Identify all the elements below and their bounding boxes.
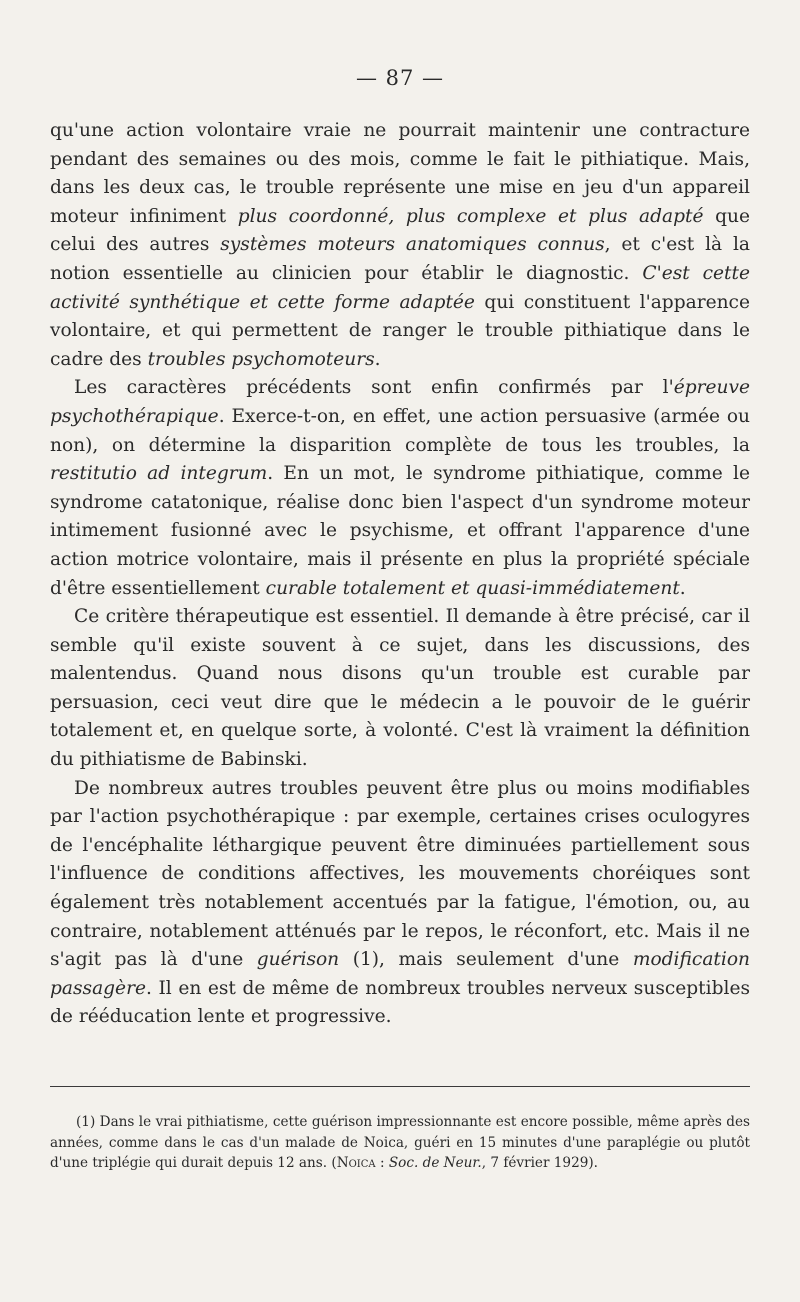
text-run: qu'une action volontaire vraie ne pourrait maintenir une contracture pendant des semaines ou des mois, comme le fait le pithiatique. Mais, dans les deux cas, le trouble représente une mise en jeu d'un appareil moteur infiniment xyxy=(50,120,750,227)
paragraph xyxy=(50,603,750,775)
page-number: — 87 — xyxy=(355,66,445,90)
text-run: que celui des autres xyxy=(50,205,750,256)
text-run: (1) Dans le vrai pithiatisme, cette guérison impressionnante est encore possible, même après des années, comme dans le cas d'un malade de Noica, guéri en 15 minutes d'une paraplégie ou plutôt d'une triplégie qui durait depuis 12 ans. ( xyxy=(50,1114,750,1171)
text-run: : xyxy=(375,1155,389,1171)
small-caps-text: Noica xyxy=(336,1155,376,1171)
text-run: . xyxy=(374,348,381,370)
text-run: , et c'est là la notion essentielle au clinicien pour établir le diagnostic. xyxy=(50,234,750,284)
text-run: , 7 février 1929). xyxy=(481,1155,599,1171)
text-run: Les caractères précédents sont enfin confirmés par l' xyxy=(74,377,674,399)
italic-text: C'est cette activité synthétique et cette forme adaptée xyxy=(50,262,750,313)
text-run: (1), mais seulement d'une xyxy=(339,949,633,971)
italic-text: troubles psychomoteurs xyxy=(147,348,375,370)
italic-text: guérison xyxy=(256,949,340,971)
text-run: . Exerce-t-on, en effet, une action persuasive (armée ou non), on détermine la disparition complète de tous les troubles, la xyxy=(50,405,750,456)
italic-text: épreuve psychothérapique xyxy=(50,377,750,427)
text-run: qui constituent l'apparence volontaire, et qui permettent de ranger le trouble pithiatique dans le cadre des xyxy=(50,291,750,370)
main-text xyxy=(50,117,750,1032)
paragraph xyxy=(50,117,750,374)
italic-text: plus coordonné, plus complexe et plus adapté xyxy=(237,205,704,227)
footnote xyxy=(50,1112,750,1174)
paragraph xyxy=(50,775,750,1032)
text-run: . Il en est de même de nombreux troubles nerveux susceptibles de rééducation lente et progressive. xyxy=(50,977,750,1028)
italic-text: Soc. de Neur. xyxy=(388,1155,482,1171)
text-run: . xyxy=(679,577,686,599)
italic-text: restitutio ad integrum xyxy=(50,463,268,485)
text-run: De nombreux autres troubles peuvent être plus ou moins modifiables par l'action psychothérapique : par exemple, certaines crises oculogyres de l'encéphalite léthargique peuvent être diminuées partiellement sous l'influence de conditions affectives, les mouvements choréiques sont également très notablement accentués par la fatigue, l'émotion, ou, au contraire, notablement atténués par le repos, le réconfort, etc. Mais il ne s'agit pas là d'une xyxy=(50,777,750,971)
text-run: . En un mot, le syndrome pithiatique, comme le syndrome catatonique, réalise donc bien l'aspect d'un syndrome moteur intimement fusionné avec le psychisme, et offrant l'apparence d'une action motrice volontaire, mais il présente en plus la propriété spéciale d'être essentiellement xyxy=(50,463,750,599)
italic-text: modification passagère xyxy=(50,949,750,999)
italic-text: curable totalement et quasi-immédiatement xyxy=(265,577,680,599)
paragraph xyxy=(50,374,750,603)
footnote-separator xyxy=(50,1086,750,1087)
italic-text: systèmes moteurs anatomiques connus xyxy=(220,234,605,256)
text-run: Ce critère thérapeutique est essentiel. Il demande à être précisé, car il semble qu'il existe souvent à ce sujet, dans les discussions, des malentendus. Quand nous disons qu'un trouble est curable par persuasion, ceci veut dire que le médecin a le pouvoir de le guérir totalement et, en quelque sorte, à volonté. C'est là vraiment la définition du pithiatisme de Babinski. xyxy=(50,606,750,771)
